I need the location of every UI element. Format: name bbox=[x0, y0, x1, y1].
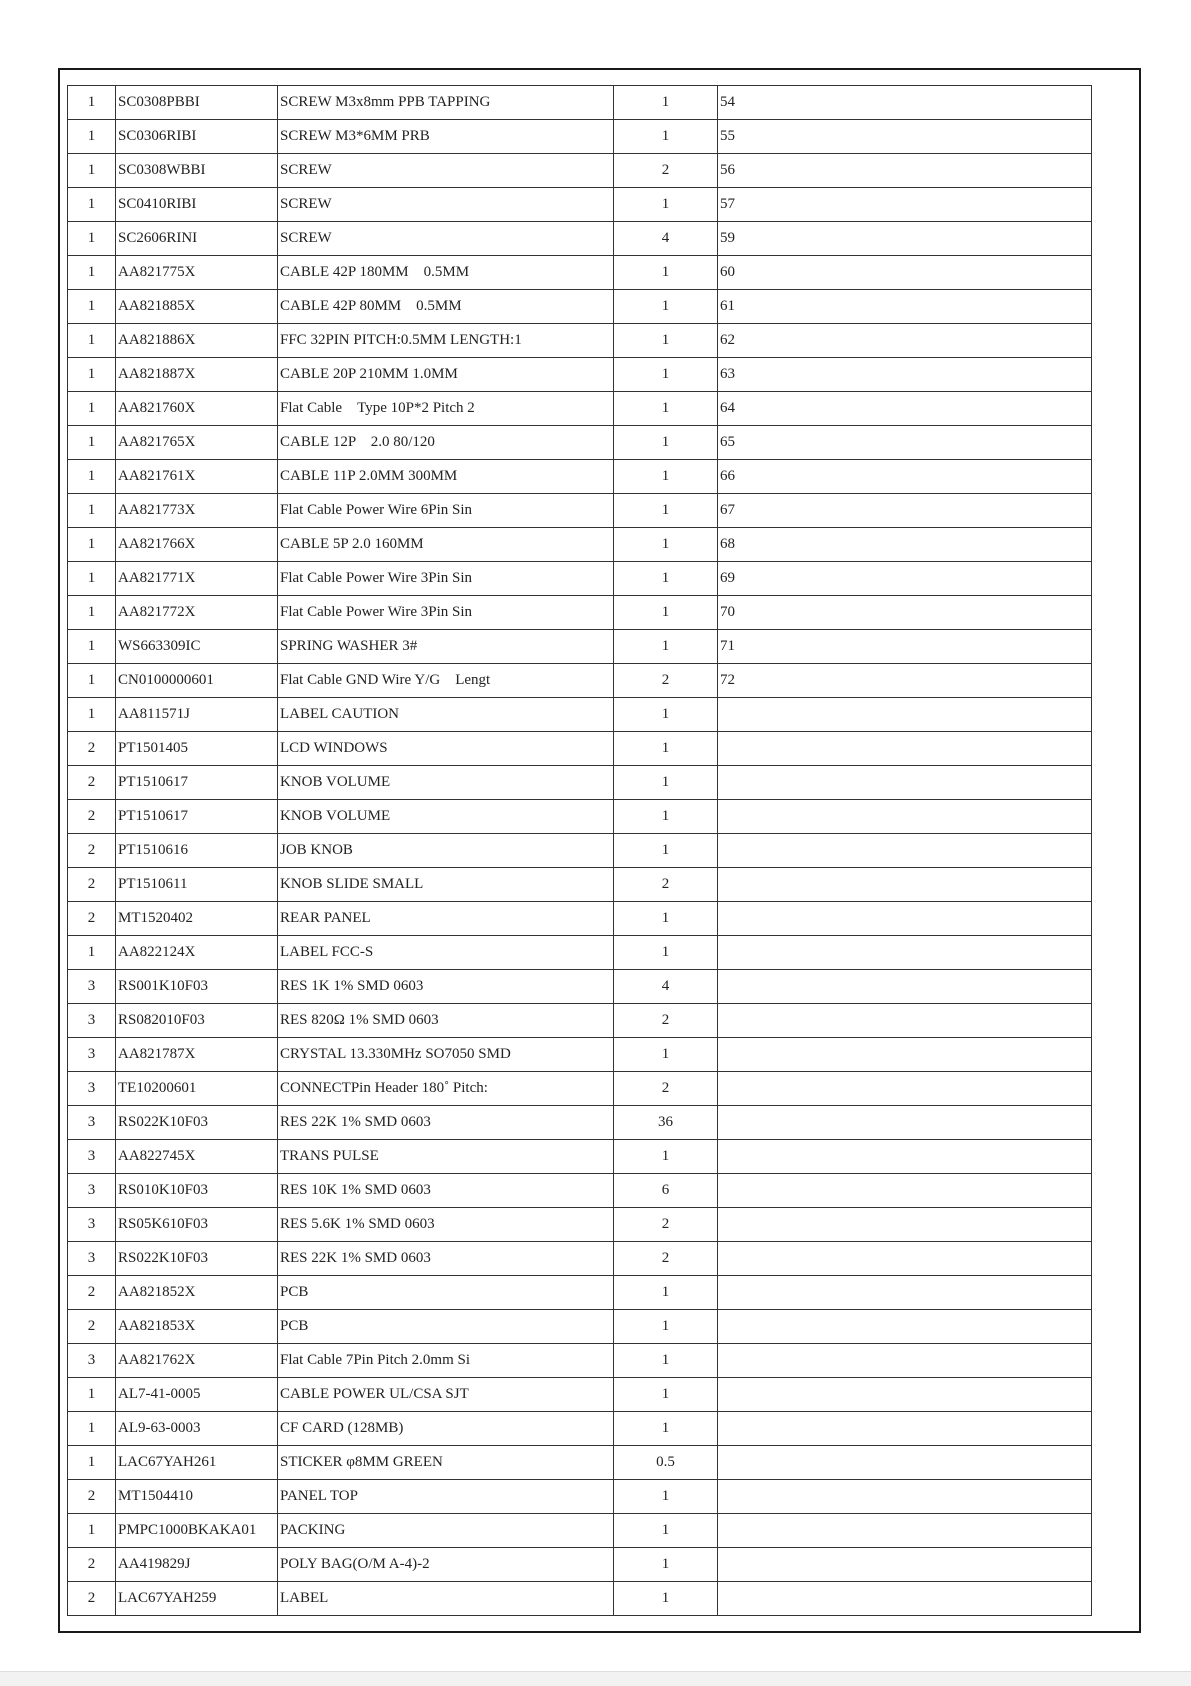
level-cell: 2 bbox=[68, 1276, 116, 1310]
quantity-cell: 1 bbox=[614, 358, 718, 392]
part-number-cell: AA821761X bbox=[116, 460, 278, 494]
reference-cell bbox=[718, 1310, 1092, 1344]
part-number-cell: AA821886X bbox=[116, 324, 278, 358]
reference-cell bbox=[718, 732, 1092, 766]
part-number-cell: SC2606RINI bbox=[116, 222, 278, 256]
quantity-cell: 1 bbox=[614, 562, 718, 596]
level-cell: 1 bbox=[68, 222, 116, 256]
reference-cell bbox=[718, 1276, 1092, 1310]
table-row bbox=[68, 596, 1092, 630]
part-number-cell: RS05K610F03 bbox=[116, 1208, 278, 1242]
quantity-cell: 1 bbox=[614, 800, 718, 834]
part-number-cell: RS022K10F03 bbox=[116, 1106, 278, 1140]
table-row bbox=[68, 902, 1092, 936]
level-cell: 1 bbox=[68, 562, 116, 596]
part-number-cell: SC0410RIBI bbox=[116, 188, 278, 222]
part-number-cell: PMPC1000BKAKA01 bbox=[116, 1514, 278, 1548]
level-cell: 2 bbox=[68, 1582, 116, 1616]
description-cell: RES 22K 1% SMD 0603 bbox=[278, 1106, 614, 1140]
description-cell: PCB bbox=[278, 1276, 614, 1310]
description-cell: RES 1K 1% SMD 0603 bbox=[278, 970, 614, 1004]
part-number-cell: AL9-63-0003 bbox=[116, 1412, 278, 1446]
level-cell: 3 bbox=[68, 1140, 116, 1174]
level-cell: 1 bbox=[68, 1446, 116, 1480]
level-cell: 1 bbox=[68, 936, 116, 970]
table-row bbox=[68, 460, 1092, 494]
reference-cell: 61 bbox=[718, 290, 1092, 324]
quantity-cell: 1 bbox=[614, 324, 718, 358]
level-cell: 1 bbox=[68, 1378, 116, 1412]
description-cell: KNOB VOLUME bbox=[278, 800, 614, 834]
description-cell: RES 5.6K 1% SMD 0603 bbox=[278, 1208, 614, 1242]
description-cell: CABLE POWER UL/CSA SJT bbox=[278, 1378, 614, 1412]
reference-cell: 60 bbox=[718, 256, 1092, 290]
part-number-cell: LAC67YAH259 bbox=[116, 1582, 278, 1616]
level-cell: 3 bbox=[68, 1072, 116, 1106]
level-cell: 1 bbox=[68, 460, 116, 494]
reference-cell: 55 bbox=[718, 120, 1092, 154]
table-row bbox=[68, 256, 1092, 290]
quantity-cell: 1 bbox=[614, 766, 718, 800]
description-cell: SCREW M3x8mm PPB TAPPING bbox=[278, 86, 614, 120]
reference-cell: 64 bbox=[718, 392, 1092, 426]
part-number-cell: AA419829J bbox=[116, 1548, 278, 1582]
description-cell: PANEL TOP bbox=[278, 1480, 614, 1514]
reference-cell: 66 bbox=[718, 460, 1092, 494]
table-row bbox=[68, 426, 1092, 460]
quantity-cell: 1 bbox=[614, 732, 718, 766]
level-cell: 2 bbox=[68, 800, 116, 834]
table-row bbox=[68, 800, 1092, 834]
part-number-cell: AA821760X bbox=[116, 392, 278, 426]
reference-cell bbox=[718, 970, 1092, 1004]
description-cell: KNOB VOLUME bbox=[278, 766, 614, 800]
level-cell: 3 bbox=[68, 1038, 116, 1072]
description-cell: LABEL FCC-S bbox=[278, 936, 614, 970]
description-cell: SCREW M3*6MM PRB bbox=[278, 120, 614, 154]
description-cell: LABEL bbox=[278, 1582, 614, 1616]
description-cell: Flat Cable Power Wire 3Pin Sin bbox=[278, 596, 614, 630]
reference-cell: 63 bbox=[718, 358, 1092, 392]
quantity-cell: 4 bbox=[614, 970, 718, 1004]
level-cell: 1 bbox=[68, 392, 116, 426]
part-number-cell: SC0308PBBI bbox=[116, 86, 278, 120]
reference-cell bbox=[718, 1446, 1092, 1480]
quantity-cell: 2 bbox=[614, 1208, 718, 1242]
part-number-cell: AA822124X bbox=[116, 936, 278, 970]
description-cell: CRYSTAL 13.330MHz SO7050 SMD bbox=[278, 1038, 614, 1072]
table-row bbox=[68, 1582, 1092, 1616]
reference-cell bbox=[718, 1004, 1092, 1038]
level-cell: 3 bbox=[68, 1106, 116, 1140]
part-number-cell: MT1504410 bbox=[116, 1480, 278, 1514]
table-row bbox=[68, 868, 1092, 902]
reference-cell bbox=[718, 1072, 1092, 1106]
level-cell: 1 bbox=[68, 528, 116, 562]
level-cell: 1 bbox=[68, 86, 116, 120]
part-number-cell: SC0308WBBI bbox=[116, 154, 278, 188]
level-cell: 2 bbox=[68, 1310, 116, 1344]
quantity-cell: 1 bbox=[614, 392, 718, 426]
part-number-cell: AA821762X bbox=[116, 1344, 278, 1378]
part-number-cell: RS001K10F03 bbox=[116, 970, 278, 1004]
level-cell: 3 bbox=[68, 1004, 116, 1038]
quantity-cell: 1 bbox=[614, 460, 718, 494]
level-cell: 1 bbox=[68, 256, 116, 290]
part-number-cell: AA821765X bbox=[116, 426, 278, 460]
table-row bbox=[68, 664, 1092, 698]
level-cell: 2 bbox=[68, 1548, 116, 1582]
description-cell: Flat Cable GND Wire Y/G Lengt bbox=[278, 664, 614, 698]
part-number-cell: RS082010F03 bbox=[116, 1004, 278, 1038]
table-row bbox=[68, 494, 1092, 528]
description-cell: RES 820Ω 1% SMD 0603 bbox=[278, 1004, 614, 1038]
part-number-cell: PT1510617 bbox=[116, 800, 278, 834]
quantity-cell: 1 bbox=[614, 494, 718, 528]
quantity-cell: 2 bbox=[614, 868, 718, 902]
level-cell: 1 bbox=[68, 698, 116, 732]
reference-cell bbox=[718, 1208, 1092, 1242]
table-row bbox=[68, 86, 1092, 120]
description-cell: CF CARD (128MB) bbox=[278, 1412, 614, 1446]
table-row bbox=[68, 1072, 1092, 1106]
page-bottom-edge bbox=[0, 1671, 1191, 1686]
description-cell: RES 22K 1% SMD 0603 bbox=[278, 1242, 614, 1276]
part-number-cell: AA821887X bbox=[116, 358, 278, 392]
description-cell: SCREW bbox=[278, 222, 614, 256]
part-number-cell: PT1510616 bbox=[116, 834, 278, 868]
table-row bbox=[68, 1310, 1092, 1344]
quantity-cell: 1 bbox=[614, 86, 718, 120]
quantity-cell: 2 bbox=[614, 1004, 718, 1038]
level-cell: 1 bbox=[68, 630, 116, 664]
description-cell: CABLE 5P 2.0 160MM bbox=[278, 528, 614, 562]
quantity-cell: 1 bbox=[614, 1344, 718, 1378]
description-cell: LABEL CAUTION bbox=[278, 698, 614, 732]
table-row bbox=[68, 1208, 1092, 1242]
description-cell: PACKING bbox=[278, 1514, 614, 1548]
table-row bbox=[68, 1004, 1092, 1038]
quantity-cell: 1 bbox=[614, 1378, 718, 1412]
reference-cell bbox=[718, 1548, 1092, 1582]
part-number-cell: TE10200601 bbox=[116, 1072, 278, 1106]
description-cell: SCREW bbox=[278, 154, 614, 188]
part-number-cell: AL7-41-0005 bbox=[116, 1378, 278, 1412]
level-cell: 3 bbox=[68, 1344, 116, 1378]
quantity-cell: 1 bbox=[614, 1276, 718, 1310]
table-row bbox=[68, 562, 1092, 596]
table-row bbox=[68, 188, 1092, 222]
description-cell: TRANS PULSE bbox=[278, 1140, 614, 1174]
reference-cell bbox=[718, 1140, 1092, 1174]
quantity-cell: 1 bbox=[614, 426, 718, 460]
part-number-cell: SC0306RIBI bbox=[116, 120, 278, 154]
table-row bbox=[68, 698, 1092, 732]
quantity-cell: 1 bbox=[614, 1140, 718, 1174]
description-cell: STICKER φ8MM GREEN bbox=[278, 1446, 614, 1480]
part-number-cell: PT1501405 bbox=[116, 732, 278, 766]
table-row bbox=[68, 732, 1092, 766]
level-cell: 1 bbox=[68, 120, 116, 154]
description-cell: CABLE 42P 80MM 0.5MM bbox=[278, 290, 614, 324]
description-cell: Flat Cable 7Pin Pitch 2.0mm Si bbox=[278, 1344, 614, 1378]
description-cell: SPRING WASHER 3# bbox=[278, 630, 614, 664]
reference-cell: 65 bbox=[718, 426, 1092, 460]
quantity-cell: 1 bbox=[614, 1548, 718, 1582]
description-cell: CABLE 42P 180MM 0.5MM bbox=[278, 256, 614, 290]
quantity-cell: 1 bbox=[614, 528, 718, 562]
level-cell: 1 bbox=[68, 324, 116, 358]
table-row bbox=[68, 970, 1092, 1004]
table-row bbox=[68, 1106, 1092, 1140]
level-cell: 3 bbox=[68, 1242, 116, 1276]
level-cell: 1 bbox=[68, 1412, 116, 1446]
reference-cell: 54 bbox=[718, 86, 1092, 120]
reference-cell bbox=[718, 1514, 1092, 1548]
table-row bbox=[68, 1412, 1092, 1446]
quantity-cell: 1 bbox=[614, 290, 718, 324]
reference-cell: 68 bbox=[718, 528, 1092, 562]
table-row bbox=[68, 1344, 1092, 1378]
level-cell: 1 bbox=[68, 426, 116, 460]
level-cell: 1 bbox=[68, 188, 116, 222]
part-number-cell: AA822745X bbox=[116, 1140, 278, 1174]
level-cell: 2 bbox=[68, 902, 116, 936]
part-number-cell: AA821773X bbox=[116, 494, 278, 528]
table-row bbox=[68, 1514, 1092, 1548]
reference-cell: 57 bbox=[718, 188, 1092, 222]
table-row bbox=[68, 1378, 1092, 1412]
table-row bbox=[68, 222, 1092, 256]
reference-cell: 62 bbox=[718, 324, 1092, 358]
part-number-cell: AA821771X bbox=[116, 562, 278, 596]
quantity-cell: 1 bbox=[614, 256, 718, 290]
table-row bbox=[68, 528, 1092, 562]
part-number-cell: WS663309IC bbox=[116, 630, 278, 664]
part-number-cell: AA821766X bbox=[116, 528, 278, 562]
table-row bbox=[68, 630, 1092, 664]
level-cell: 1 bbox=[68, 1514, 116, 1548]
level-cell: 2 bbox=[68, 834, 116, 868]
description-cell: Flat Cable Power Wire 3Pin Sin bbox=[278, 562, 614, 596]
table-row bbox=[68, 936, 1092, 970]
reference-cell bbox=[718, 1412, 1092, 1446]
table-row bbox=[68, 358, 1092, 392]
bom-table-body bbox=[68, 86, 1092, 1616]
quantity-cell: 1 bbox=[614, 1038, 718, 1072]
quantity-cell: 2 bbox=[614, 1072, 718, 1106]
reference-cell bbox=[718, 1174, 1092, 1208]
part-number-cell: PT1510617 bbox=[116, 766, 278, 800]
reference-cell: 70 bbox=[718, 596, 1092, 630]
table-row bbox=[68, 1174, 1092, 1208]
description-cell: POLY BAG(O/M A-4)-2 bbox=[278, 1548, 614, 1582]
quantity-cell: 0.5 bbox=[614, 1446, 718, 1480]
description-cell: PCB bbox=[278, 1310, 614, 1344]
table-row bbox=[68, 290, 1092, 324]
level-cell: 3 bbox=[68, 1174, 116, 1208]
reference-cell: 59 bbox=[718, 222, 1092, 256]
reference-cell bbox=[718, 868, 1092, 902]
table-row bbox=[68, 154, 1092, 188]
description-cell: Flat Cable Power Wire 6Pin Sin bbox=[278, 494, 614, 528]
part-number-cell: LAC67YAH261 bbox=[116, 1446, 278, 1480]
quantity-cell: 2 bbox=[614, 1242, 718, 1276]
part-number-cell: AA821853X bbox=[116, 1310, 278, 1344]
reference-cell bbox=[718, 936, 1092, 970]
level-cell: 1 bbox=[68, 596, 116, 630]
reference-cell: 71 bbox=[718, 630, 1092, 664]
reference-cell bbox=[718, 766, 1092, 800]
reference-cell: 72 bbox=[718, 664, 1092, 698]
reference-cell bbox=[718, 698, 1092, 732]
level-cell: 3 bbox=[68, 1208, 116, 1242]
part-number-cell: AA821775X bbox=[116, 256, 278, 290]
level-cell: 2 bbox=[68, 868, 116, 902]
quantity-cell: 1 bbox=[614, 1514, 718, 1548]
reference-cell bbox=[718, 1582, 1092, 1616]
quantity-cell: 1 bbox=[614, 698, 718, 732]
quantity-cell: 1 bbox=[614, 120, 718, 154]
part-number-cell: AA821772X bbox=[116, 596, 278, 630]
part-number-cell: PT1510611 bbox=[116, 868, 278, 902]
reference-cell bbox=[718, 902, 1092, 936]
reference-cell bbox=[718, 1242, 1092, 1276]
quantity-cell: 1 bbox=[614, 1412, 718, 1446]
quantity-cell: 1 bbox=[614, 834, 718, 868]
part-number-cell: AA821787X bbox=[116, 1038, 278, 1072]
description-cell: KNOB SLIDE SMALL bbox=[278, 868, 614, 902]
table-row bbox=[68, 1140, 1092, 1174]
reference-cell: 56 bbox=[718, 154, 1092, 188]
description-cell: Flat Cable Type 10P*2 Pitch 2 bbox=[278, 392, 614, 426]
part-number-cell: AA811571J bbox=[116, 698, 278, 732]
table-row bbox=[68, 1276, 1092, 1310]
table-row bbox=[68, 1480, 1092, 1514]
level-cell: 3 bbox=[68, 970, 116, 1004]
part-number-cell: RS022K10F03 bbox=[116, 1242, 278, 1276]
description-cell: FFC 32PIN PITCH:0.5MM LENGTH:1 bbox=[278, 324, 614, 358]
table-row bbox=[68, 1548, 1092, 1582]
reference-cell bbox=[718, 1106, 1092, 1140]
description-cell: RES 10K 1% SMD 0603 bbox=[278, 1174, 614, 1208]
quantity-cell: 2 bbox=[614, 664, 718, 698]
table-row bbox=[68, 1038, 1092, 1072]
quantity-cell: 1 bbox=[614, 936, 718, 970]
bom-table bbox=[67, 85, 1092, 1616]
quantity-cell: 4 bbox=[614, 222, 718, 256]
level-cell: 1 bbox=[68, 290, 116, 324]
reference-cell bbox=[718, 800, 1092, 834]
description-cell: LCD WINDOWS bbox=[278, 732, 614, 766]
level-cell: 1 bbox=[68, 154, 116, 188]
description-cell: SCREW bbox=[278, 188, 614, 222]
part-number-cell: AA821852X bbox=[116, 1276, 278, 1310]
quantity-cell: 1 bbox=[614, 902, 718, 936]
level-cell: 2 bbox=[68, 1480, 116, 1514]
table-row bbox=[68, 834, 1092, 868]
part-number-cell: CN0100000601 bbox=[116, 664, 278, 698]
level-cell: 2 bbox=[68, 732, 116, 766]
table-row bbox=[68, 1242, 1092, 1276]
reference-cell bbox=[718, 1480, 1092, 1514]
quantity-cell: 1 bbox=[614, 1582, 718, 1616]
description-cell: REAR PANEL bbox=[278, 902, 614, 936]
table-row bbox=[68, 766, 1092, 800]
quantity-cell: 1 bbox=[614, 630, 718, 664]
part-number-cell: MT1520402 bbox=[116, 902, 278, 936]
quantity-cell: 2 bbox=[614, 154, 718, 188]
table-row bbox=[68, 392, 1092, 426]
quantity-cell: 1 bbox=[614, 188, 718, 222]
quantity-cell: 6 bbox=[614, 1174, 718, 1208]
description-cell: JOB KNOB bbox=[278, 834, 614, 868]
part-number-cell: RS010K10F03 bbox=[116, 1174, 278, 1208]
quantity-cell: 36 bbox=[614, 1106, 718, 1140]
reference-cell bbox=[718, 834, 1092, 868]
description-cell: CABLE 11P 2.0MM 300MM bbox=[278, 460, 614, 494]
quantity-cell: 1 bbox=[614, 596, 718, 630]
description-cell: CABLE 12P 2.0 80/120 bbox=[278, 426, 614, 460]
level-cell: 1 bbox=[68, 358, 116, 392]
table-row bbox=[68, 120, 1092, 154]
table-row bbox=[68, 1446, 1092, 1480]
quantity-cell: 1 bbox=[614, 1480, 718, 1514]
level-cell: 1 bbox=[68, 664, 116, 698]
level-cell: 2 bbox=[68, 766, 116, 800]
description-cell: CONNECTPin Header 180˚ Pitch: bbox=[278, 1072, 614, 1106]
reference-cell: 69 bbox=[718, 562, 1092, 596]
reference-cell bbox=[718, 1378, 1092, 1412]
reference-cell bbox=[718, 1344, 1092, 1378]
reference-cell: 67 bbox=[718, 494, 1092, 528]
reference-cell bbox=[718, 1038, 1092, 1072]
description-cell: CABLE 20P 210MM 1.0MM bbox=[278, 358, 614, 392]
table-row bbox=[68, 324, 1092, 358]
quantity-cell: 1 bbox=[614, 1310, 718, 1344]
part-number-cell: AA821885X bbox=[116, 290, 278, 324]
level-cell: 1 bbox=[68, 494, 116, 528]
